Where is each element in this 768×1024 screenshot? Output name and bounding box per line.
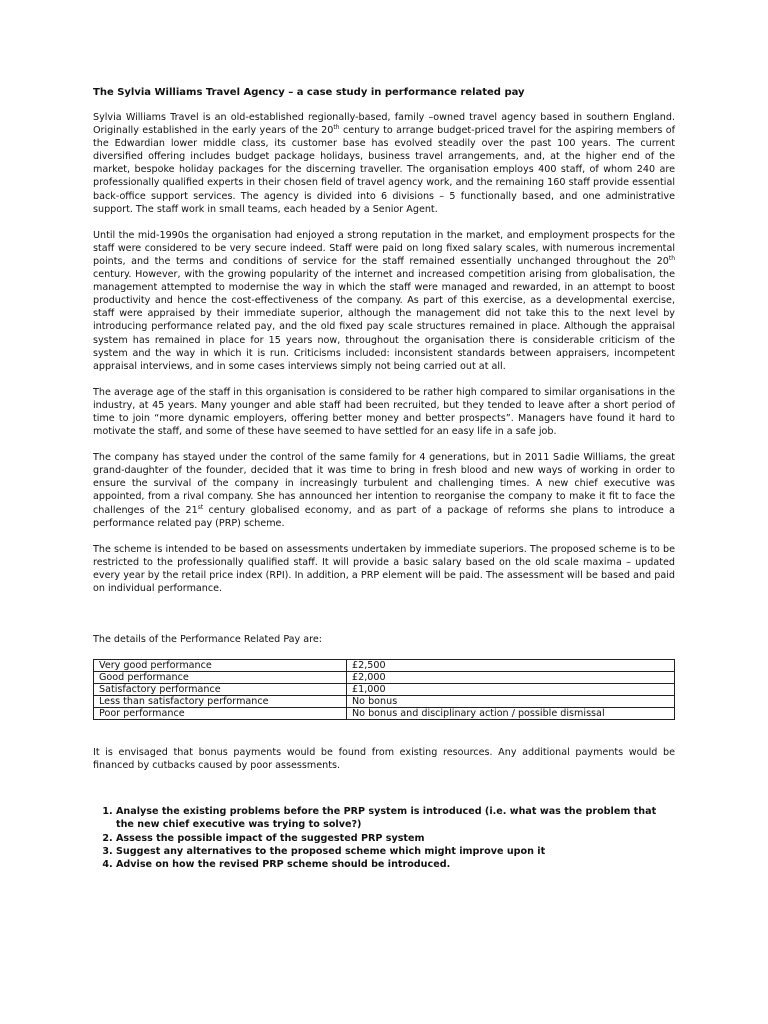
- paragraph-funding: It is envisaged that bonus payments would be found from existing resources. Any additional payments would be financed by cutbacks caused by poor assessments.: [93, 747, 675, 772]
- question-item: 4. Advise on how the revised PRP scheme should be introduced.: [116, 858, 675, 871]
- performance-level-cell: Satisfactory performance: [94, 684, 347, 696]
- paragraph-table-intro: The details of the Performance Related Pay are:: [93, 634, 323, 646]
- prp-table-row: [94, 672, 675, 684]
- paragraph-company-background: Sylvia Williams Travel is an old-established regionally-based, family –owned travel agency based in southern England. Originally established in the early years of the 20th century to arrange budget-priced travel for the aspiring members of the Edwardian lower middle class, its customer base has evolved steadily over the past 100 years. The current diversified offering includes budget package holidays, business travel arrangements, and, at the higher end of the market, bespoke holiday packages for the discerning traveller. The organisation employs 400 staff, of whom 240 are professionally qualified experts in their chosen field of travel agency work, and the remaining 160 staff provide essential back-office support services. The agency is divided into 6 divisions – 5 functionally based, and one administrative support. The staff work in small teams, each headed by a Senior Agent.: [93, 112, 675, 215]
- performance-level-cell: Good performance: [94, 672, 347, 684]
- performance-level-cell: Very good performance: [94, 660, 347, 672]
- prp-table: [93, 659, 675, 720]
- question-item: 2. Assess the possible impact of the suggested PRP system: [116, 832, 675, 845]
- blank-line: [93, 608, 675, 633]
- prp-table-body: [94, 660, 675, 720]
- performance-level-cell: Poor performance: [94, 708, 347, 720]
- paragraph-appraisal-history: Until the mid-1990s the organisation had enjoyed a strong reputation in the market, and employment prospects for the staff were considered to be very secure indeed. Staff were paid on long fixed salary scales, with numerous incremental points, and the terms and conditions of service for the staff remained essentially unchanged throughout the 20th century. However, with the growing popularity of the internet and increased competition arising from globalisation, the management attempted to modernise the way in which the staff were managed and rewarded, in an attempt to boost productivity and hence the cost-effectiveness of the company. As part of this exercise, as a developmental exercise, staff were appraised by their immediate superior, although the management did not take this to the next level by introducing performance related pay, and the old fixed pay scale structures remained in place. Although the appraisal system has remained in place for 15 years now, throughout the organisation there is considerable criticism of the system and the way in which it is run. Criticisms included: inconsistent standards between appraisers, incompetent appraisal interviews, and in some cases interviews simply not being carried out at all.: [93, 229, 675, 372]
- pay-cell: No bonus: [347, 696, 675, 708]
- paragraph-scheme-description: The scheme is intended to be based on assessments undertaken by immediate superiors. The proposed scheme is to be restricted to the professionally qualified staff. It will provide a basic salary based on the old scale maxima – updated every year by the retail price index (RPI). In addition, a PRP element will be paid. The assessment will be based and paid on individual performance.: [93, 543, 675, 594]
- prp-table-row: [94, 696, 675, 708]
- paragraph-new-leadership: The company has stayed under the control of the same family for 4 generations, but in 2011 Sadie Williams, the great grand-daughter of the founder, decided that it was time to bring in fresh blood and new ways of working in order to ensure the survival of the company in increasingly turbulent and challenging times. A new chief executive was appointed, from a rival company. She has announced her intention to reorganise the company to make it fit to face the challenges of the 21st century globalised economy, and as part of a package of reforms she plans to introduce a performance related pay (PRP) scheme.: [93, 452, 676, 529]
- paragraph-staff-age: The average age of the staff in this organisation is considered to be rather high compared to similar organisations in the industry, at 45 years. Many younger and able staff had been recruited, but they tended to leave after a short period of time to join “more dynamic employers, offering better money and better prospects”. Managers have found it hard to motivate the staff, and some of these have seemed to have settled for an easy life in a safe job.: [93, 386, 675, 438]
- performance-level-cell: Less than satisfactory performance: [94, 696, 347, 708]
- pay-cell: £2,500: [347, 660, 675, 672]
- pay-cell: £1,000: [347, 684, 675, 696]
- document-page: [93, 86, 675, 871]
- pay-cell: No bonus and disciplinary action / possible dismissal: [347, 708, 675, 720]
- pay-cell: £2,000: [347, 672, 675, 684]
- document-title: The Sylvia Williams Travel Agency – a case study in performance related pay: [93, 87, 525, 98]
- prp-table-row: [94, 660, 675, 672]
- prp-table-row: [94, 708, 675, 720]
- question-item: 1. Analyse the existing problems before the PRP system is introduced (i.e. what was the problem that the new chief executive was trying to solve?): [116, 805, 675, 831]
- prp-table-row: [94, 684, 675, 696]
- question-list: [93, 805, 675, 870]
- question-item: 3. Suggest any alternatives to the proposed scheme which might improve upon it: [116, 845, 675, 858]
